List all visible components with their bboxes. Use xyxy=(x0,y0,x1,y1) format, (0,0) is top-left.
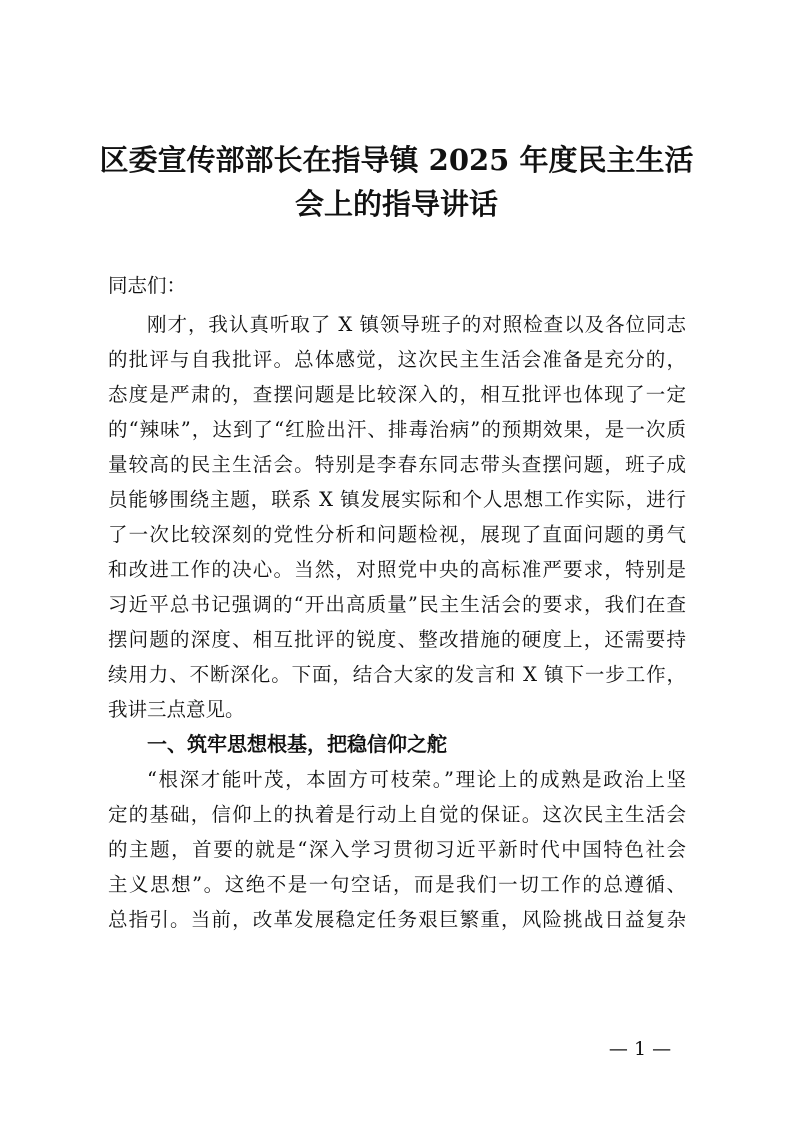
text-line: 定的基础，信仰上的执着是行动上自觉的保证。这次民主生活会 xyxy=(108,803,686,826)
text-line: “根深才能叶茂，本固方可枝荣。”理论上的成熟是政治上坚 xyxy=(147,768,686,791)
page-number: — 1 — xyxy=(608,1038,672,1060)
text-line: 了一次比较深刻的党性分析和问题检视，展现了直面问题的勇气 xyxy=(108,523,686,546)
text-line: 习近平总书记强调的“开出高质量”民主生活会的要求，我们在查 xyxy=(108,593,686,616)
text-line: 续用力、不断深化。下面，结合大家的发言和 X 镇下一步工作， xyxy=(108,663,686,686)
text-line: 刚才，我认真听取了 X 镇领导班子的对照检查以及各位同志 xyxy=(147,313,686,336)
text-line: 主义思想”。这绝不是一句空话，而是我们一切工作的总遵循、 xyxy=(108,873,686,896)
text-line: 摆问题的深度、相互批评的锐度、整改措施的硬度上，还需要持 xyxy=(108,628,686,651)
text-line: 的批评与自我批评。总体感觉，这次民主生活会准备是充分的， xyxy=(108,348,686,371)
section-heading: 一、筑牢思想根基，把稳信仰之舵 xyxy=(147,732,447,756)
text-line: 态度是严肃的，查摆问题是比较深入的，相互批评也体现了一定 xyxy=(108,383,686,406)
text-line: 和改进工作的决心。当然，对照党中央的高标准严要求，特别是 xyxy=(108,558,686,581)
text-line: 我讲三点意见。 xyxy=(108,698,245,721)
text-line: 量较高的民主生活会。特别是李春东同志带头查摆问题，班子成 xyxy=(108,453,686,476)
text-line: 的“辣味”，达到了“红脸出汗、排毒治病”的预期效果，是一次质 xyxy=(108,418,686,441)
text-line: 员能够围绕主题，联系 X 镇发展实际和个人思想工作实际，进行 xyxy=(108,488,686,511)
text-line: 的主题，首要的就是“深入学习贯彻习近平新时代中国特色社会 xyxy=(108,838,686,861)
text-line: 总指引。当前，改革发展稳定任务艰巨繁重，风险挑战日益复杂 xyxy=(108,908,686,931)
salutation: 同志们： xyxy=(108,274,187,297)
title-line: 区委宣传部部长在指导镇 2025 年度民主生活 xyxy=(99,143,694,177)
title-line: 会上的指导讲话 xyxy=(294,187,498,221)
